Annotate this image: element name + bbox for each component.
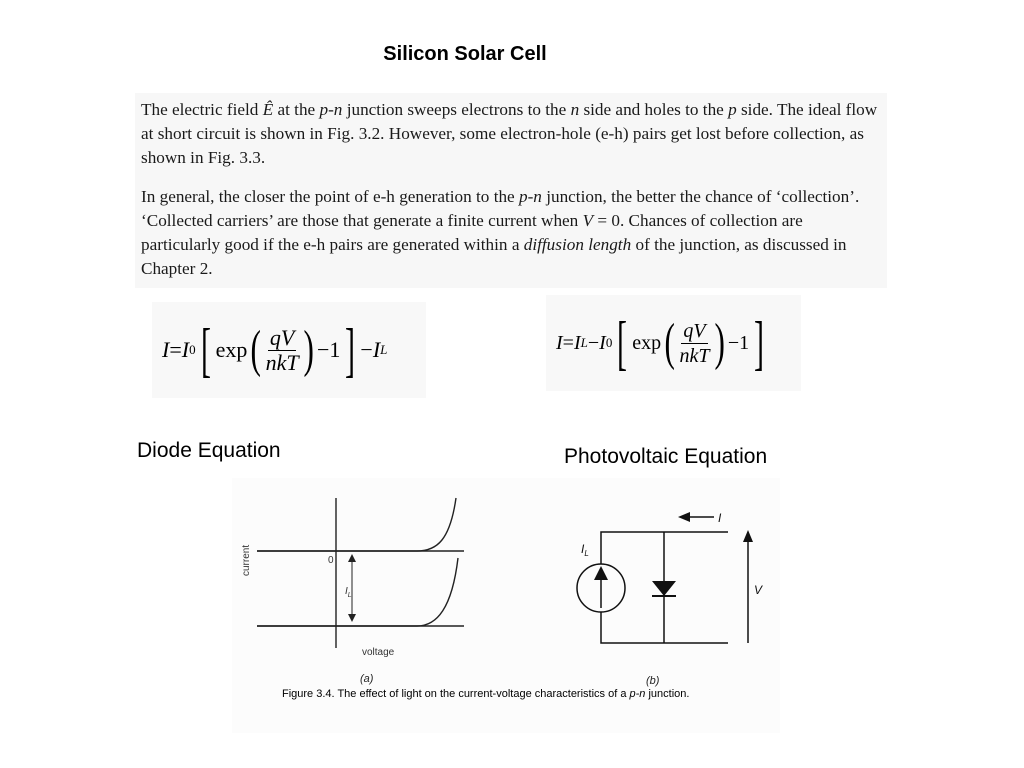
paragraph-1: The electric field Ê at the p-n junction sweeps electrons to the n side and holes to the p side. The ideal flow at short circuit is shown in Fig. 3.2. However, some electron-hole (e-h) pairs get lost before collection, as shown in Fig. 3.3. [141,100,878,167]
photovoltaic-fraction: $\frac{qV}{\text{nkT}}$ [679,319,710,367]
diode-fraction: $\frac{qV}{\text{nkT}}$ [265,324,299,375]
photovoltaic-equation-label: Photovoltaic Equation [564,445,768,468]
iv-graph [257,498,464,648]
figure-caption: Figure 3.4. The effect of light on the current-voltage characteristics of a p-n junction. [282,688,690,700]
circuit-v-label: V [754,583,763,597]
graph-zero-label: 0 [328,555,334,566]
v-arrow-head [743,530,753,542]
photovoltaic-equation: I = I L − I 0 [ exp ( $\frac{qV}{\text{nkT}}$ ) −1 ] [546,295,801,391]
textbook-excerpt [135,93,887,288]
figure-3-4 [232,478,780,733]
graph-ylabel: current [241,544,252,576]
diode-equation-label: Diode Equation [137,439,281,462]
i-arrow-head [678,512,690,522]
graph-panel-label: (a) [360,673,374,685]
il-arrow-head-up [348,554,356,562]
paragraph-2: In general, the closer the point of e-h generation to the p-n junction, the better the chance of ‘collection’. ‘Collected carriers’ are those that generate a finite current when V = 0. Chances of collection are particularly good if the e-h pairs are generated within a diffusion length of the junction, as discussed in Chapter 2. [141,187,860,278]
diode-triangle [652,581,676,596]
illuminated-iv-curve [257,558,458,626]
graph-xlabel: voltage [362,647,395,658]
slide-title: Silicon Solar Cell [383,43,547,65]
circuit-il-label: $I_L$ [581,542,589,558]
dark-iv-curve [257,498,456,551]
diode-equation: I = I 0 [ exp ( $\frac{qV}{\text{nkT}}$ ) −1 ] − I L [152,302,426,398]
il-arrow-head-down [348,614,356,622]
graph-il-label: $I_L$ [345,586,352,599]
circuit-i-label: I [718,511,722,525]
circuit-panel-label: (b) [646,675,660,687]
